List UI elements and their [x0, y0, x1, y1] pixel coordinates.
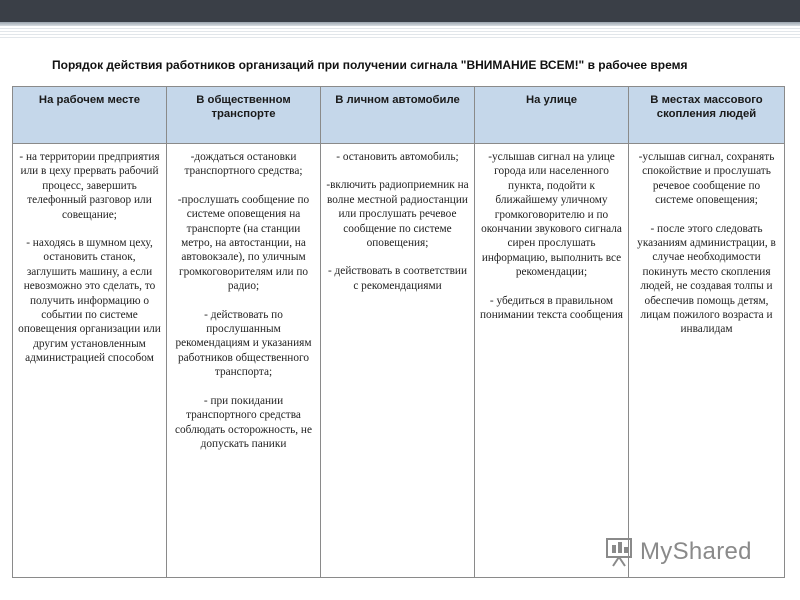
column-header-private-car: В личном автомобиле: [321, 87, 475, 144]
column-header-workplace: На рабочем месте: [13, 87, 167, 144]
cell-paragraph: -прослушать сообщение по системе оповещения на транспорте (на станции метро, на автостанции, на автовокзале), по уличным громкоговорителям или по радио;: [177, 193, 310, 293]
watermark-text: MyShared: [640, 538, 752, 565]
watermark: [604, 536, 752, 568]
presentation-screen-icon: [604, 536, 634, 568]
cell-paragraph: -дождаться остановки транспортного средства;: [184, 151, 303, 178]
cell-paragraph: - действовать в соответствии с рекомендациями: [327, 265, 468, 292]
cell-street: [475, 144, 629, 578]
cell-paragraph: -услышав сигнал на улице города или населенного пункта, подойти к ближайшему уличному громкоговорителю и по окончании звукового сигнала сирен прослушать информацию, выполнить все рекомендации;: [481, 151, 622, 279]
column-header-crowded-places: В местах массового скопления людей: [629, 87, 785, 144]
column-header-street: На улице: [475, 87, 629, 144]
cell-public-transport: [167, 144, 321, 578]
cell-paragraph: - действовать по прослушанным рекомендациям и указаниям работников общественного транспорта;: [175, 308, 312, 379]
top-banner-accent: [0, 22, 800, 26]
cell-paragraph: - при покидании транспортного средства соблюдать осторожность, не допускать паники: [174, 394, 312, 450]
page-title: Порядок действия работников организаций при получении сигнала "ВНИМАНИЕ ВСЕМ!" в рабочее время: [52, 58, 688, 72]
top-banner-stripes: [0, 28, 800, 38]
cell-paragraph: - находясь в шумном цеху, остановить станок, заглушить машину, а если невозможно это сделать, то получить информацию о событии по системе оповещения организации или другим установленным администрацией способом: [18, 237, 161, 365]
actions-table: [12, 86, 785, 578]
table-row: [13, 144, 785, 578]
cell-paragraph: - убедиться в правильном понимании текста сообщения: [480, 294, 623, 322]
cell-paragraph: - остановить автомобиль;: [336, 151, 459, 163]
column-header-public-transport: В общественном транспорте: [167, 87, 321, 144]
top-banner: [0, 0, 800, 22]
cell-paragraph: - после этого следовать указаниям администрации, в случае необходимости покинуть место скопления людей, не создавая толпы и обеспечив помощь детям, лицам пожилого возраста и инвалидам: [637, 222, 776, 336]
cell-private-car: [321, 144, 475, 578]
table-header-row: [13, 87, 785, 144]
cell-paragraph: - на территории предприятия или в цеху прервать рабочий процесс, завершить телефонный разговор или совещание;: [19, 151, 160, 221]
cell-workplace: [13, 144, 167, 578]
cell-paragraph: -включить радиоприемник на волне местной радиостанции или прослушать речевое сообщение по системе оповещения;: [326, 179, 469, 250]
cell-crowded-places: [629, 144, 785, 578]
cell-paragraph: -услышав сигнал, сохранять спокойствие и прослушать речевое сообщение по системе оповещения;: [638, 151, 775, 207]
